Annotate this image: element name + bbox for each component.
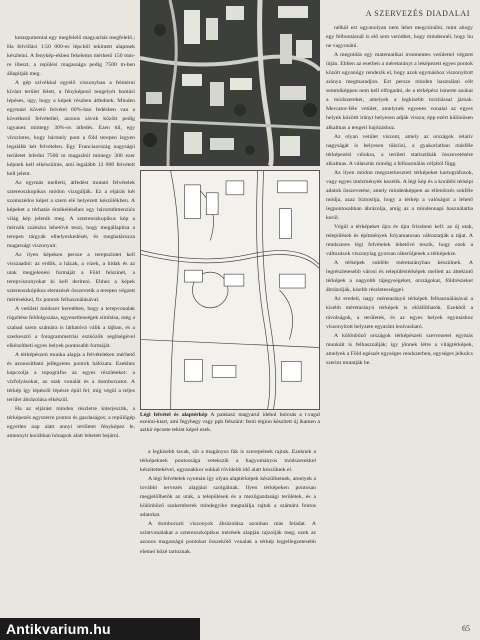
paragraph: Ha az eljárást minden részletre kiterjesztik, a térképezés egyszerre pontos és gazdaságos; a repülőgép egyetlen nap alatt annyi területet fényképez le, amennyit korábban hónapok alatt lehetett bejárni. [7,405,135,440]
paragraph: Az ilyen képeken persze a terepszintet kell visszaadni: az erdők, a házak, a vizek, a hidak és az utak megjelenési formáját a Föld felszínét, a terepviszonyokat ki kell deríteni. Ehhez a képek sztereoszkópikus elemzését összevetik a terepen végzett mérésekkel, fix pontok felhasználásával. [7,252,135,304]
paragraph: A térképészeti munka alapja a felvételeken mérhető és azonosítható jellegzetes pontok hálózata. Ezekhez kapcsolja a topográfus az egyes részleteket: a vízfolyásokat, az utak vonalát és a domborzatot. A térkép így lépésről lépésre épül fel, míg végül a teljes terület ábrázolása elkészül. [7,351,135,403]
text-column-right [326,24,473,628]
paragraph: A gép szívékkal egyelő viszonyban a felmérni kívánt terület felett, a fényképező tengelyét bontási lépéses, úgy, hogy a képek részben átfednek. Minden egymást követő felvétel 60%-ban fedésben van a következő felvétellel, azonos sávok között pedig ugyanez mintegy 30%-os átfedés. Ezen túl, egy vízszintes, hogy bármely pont a föld terepen legyen legalább két felvételen. Egy Franciaország nagyságú területet lefedni 7500 m magasból mintegy 300 ezer képnek kell elkészülnie, ami legalább 12 000 felvételt kell jelent. [7,80,135,177]
paragraph: a legkisebb tavak, sőt a magányos fák is szerepelnek rajtuk. Ezeknek a térképeknek pontossága vetekszik a hagyományos módszerekkel készítettekével, ugyanakkor sokkal rövidebb idő alatt készülnek el. [140,449,316,474]
paragraph: A domborzati viszonyok ábrázolása azonban más feladat. A szintvonalakat a sztereoszkópikus mérések alapján rajzolják meg; ezek az azonos magasságú pontokat összekötő vonalak a térkép legjellegzetesebb elemei közé tartoznak. [140,521,316,555]
figure-caption [140,412,320,434]
paragraph: Az egymás melletti, átfedést mutató felvételek sztereoszkopikus módon vizsgálják. Ez a eljárás két szomszédos képet a szem elé helyezett készülékben. A képeket a térhatás érzékeléséhez egy háromdimenziós világ kép jelenik meg. A sztereoszkopikus kép a mérnök számára lehetővé teszi, hogy megállapítsa a terepen tárgyak elhelyezkedését, és meghatározza magassági viszonyait. [7,179,135,250]
paragraph: Az ilyen módon megszerkesztett térképeket kartográfusok, vagy egyes intézmények kezelik. A légi kép és a korábbi térképi adatok összevetése, amely mindenképpen az ellenőrzés sokféle módja, azaz biztosítja, hogy a térkép a valóságot a lehető legpontosabban ábrázolja, amíg az a mindennapi használatba kerül. [326,169,473,221]
paragraph: A megoldás egy matematikai ironmentes vetülettel végzett útján. Ebben az esetben a méretarányt a leképezett egyes pontok között ugyanúgy rendezik el, hogy azok egymáshoz viszonyított aránya megmaradjon. Ezt persze minden használati célt semmiképpen nem kell elfogadni, de a térképész ismerte azokat a módszereket, amelyek a legkisebb torzítással járnak. Mercator-féle vetület, amelynek egyenes vonalai az egyes helyek közötti irányt helyesen adják vissza; épp ezért különösen alkalmas a tengeri hajózáshoz. [326,52,473,131]
caption-title: Légi felvétel és alaptérkép [140,412,208,418]
text-column-middle [140,448,316,626]
aerial-photo [140,0,320,166]
page-number: 65 [462,624,470,633]
caption-body: A pankasz magyarul idehol bolcsás a t.vagal ezeimi-ktart, ami fegyhegy vagy ppb felszünt: fenti région készített új ikamen a aztkir épcsete tekint képel ezek. [140,412,320,433]
paragraph: ketargumental egy megfelelő magyarítás megfelelő.; Ha felvillási 1:50 000-es lépcből tekintett alapmek készleini. A fenykép-ekben fekelemn mérhető 150 mm-re illeszt, a repülési magassága pedig 7500 m-ben állapítják meg. [7,35,135,78]
paragraph: nélkül ezt ugyanolyan nem lehet megcsinálni, mint ahogy egy felbontásnál is elő sem vetódhet, hogy mindennél, hogy hu ne vagyonáni. [326,25,473,50]
paragraph: Végül a térképeket újra és újra frissíteni kell: az új utak, települések és építmények folyamatosan változtatják a tájat. A rendszeres légi felvételek lehetővé teszik, hogy ezek a változások viszonylag gyorsan rákerüljenek a térképekre. [326,224,473,258]
paragraph: A különböző országok térképészeti szervezetei egymás munkáit is felhasználják; így jönnek létre a világtérképek, amelyek a Föld egészét egységes rendszerben, egységes jelkulcs szerint mutatják be. [326,332,473,366]
paragraph: A légi felvételek nyomán így olyan alaptérképek készülhetnek, amelyek a további tervezés alapjául szolgálnak. Ilyen térképeken pontosan megjelölhetők az utak, a települések és a mezőgazdasági területek, és a különböző szakemberek mindegyike megtalálja rajtuk a számára fontos adatokat. [140,476,316,519]
text-column-left [7,34,135,624]
paragraph: A térképek sokféle méretarányban készülnek. A legrészletesebb városi és településtérképek mellett az áttekintő térképek a nagyobb tájegységeket, országokat, földrészeket ábrázolják, kisebb részletességgel. [326,260,473,294]
running-head: A SZERVEZÉS DIADALAI [365,9,470,18]
paragraph: Az olyan vetület viszont, amely az országok relatív nagyságát is helyesen tükrözi, a gyakorlatban másféle térképezési célokra, a területi statisztikák összevetésére alkalmas. A választás mindig a felhasználás céljától függ. [326,133,473,167]
watermark: Antikvarium.hu [0,618,200,640]
base-map [140,170,320,410]
paragraph: Az eredeti, nagy méretarányú térképek felhasználásával a kisebb méretarányú térképek is előállíthatók. Ezekből a távolságok, a területek, és az egyes helyek egymáshoz viszonyított helyzete egyaránt leolvasható. [326,296,473,330]
paragraph: A vetületi módszer keretében, hogy a terepvonalak rögzítése feldolgozása, egyenetlenségek simítása, még a szabad szem számára is láthatóvá válik a tájban, és a szerkesztő a fotogrammetriai eszközök segítségével elkészítheti egyes helyek pontosabb formáját. [7,306,135,349]
